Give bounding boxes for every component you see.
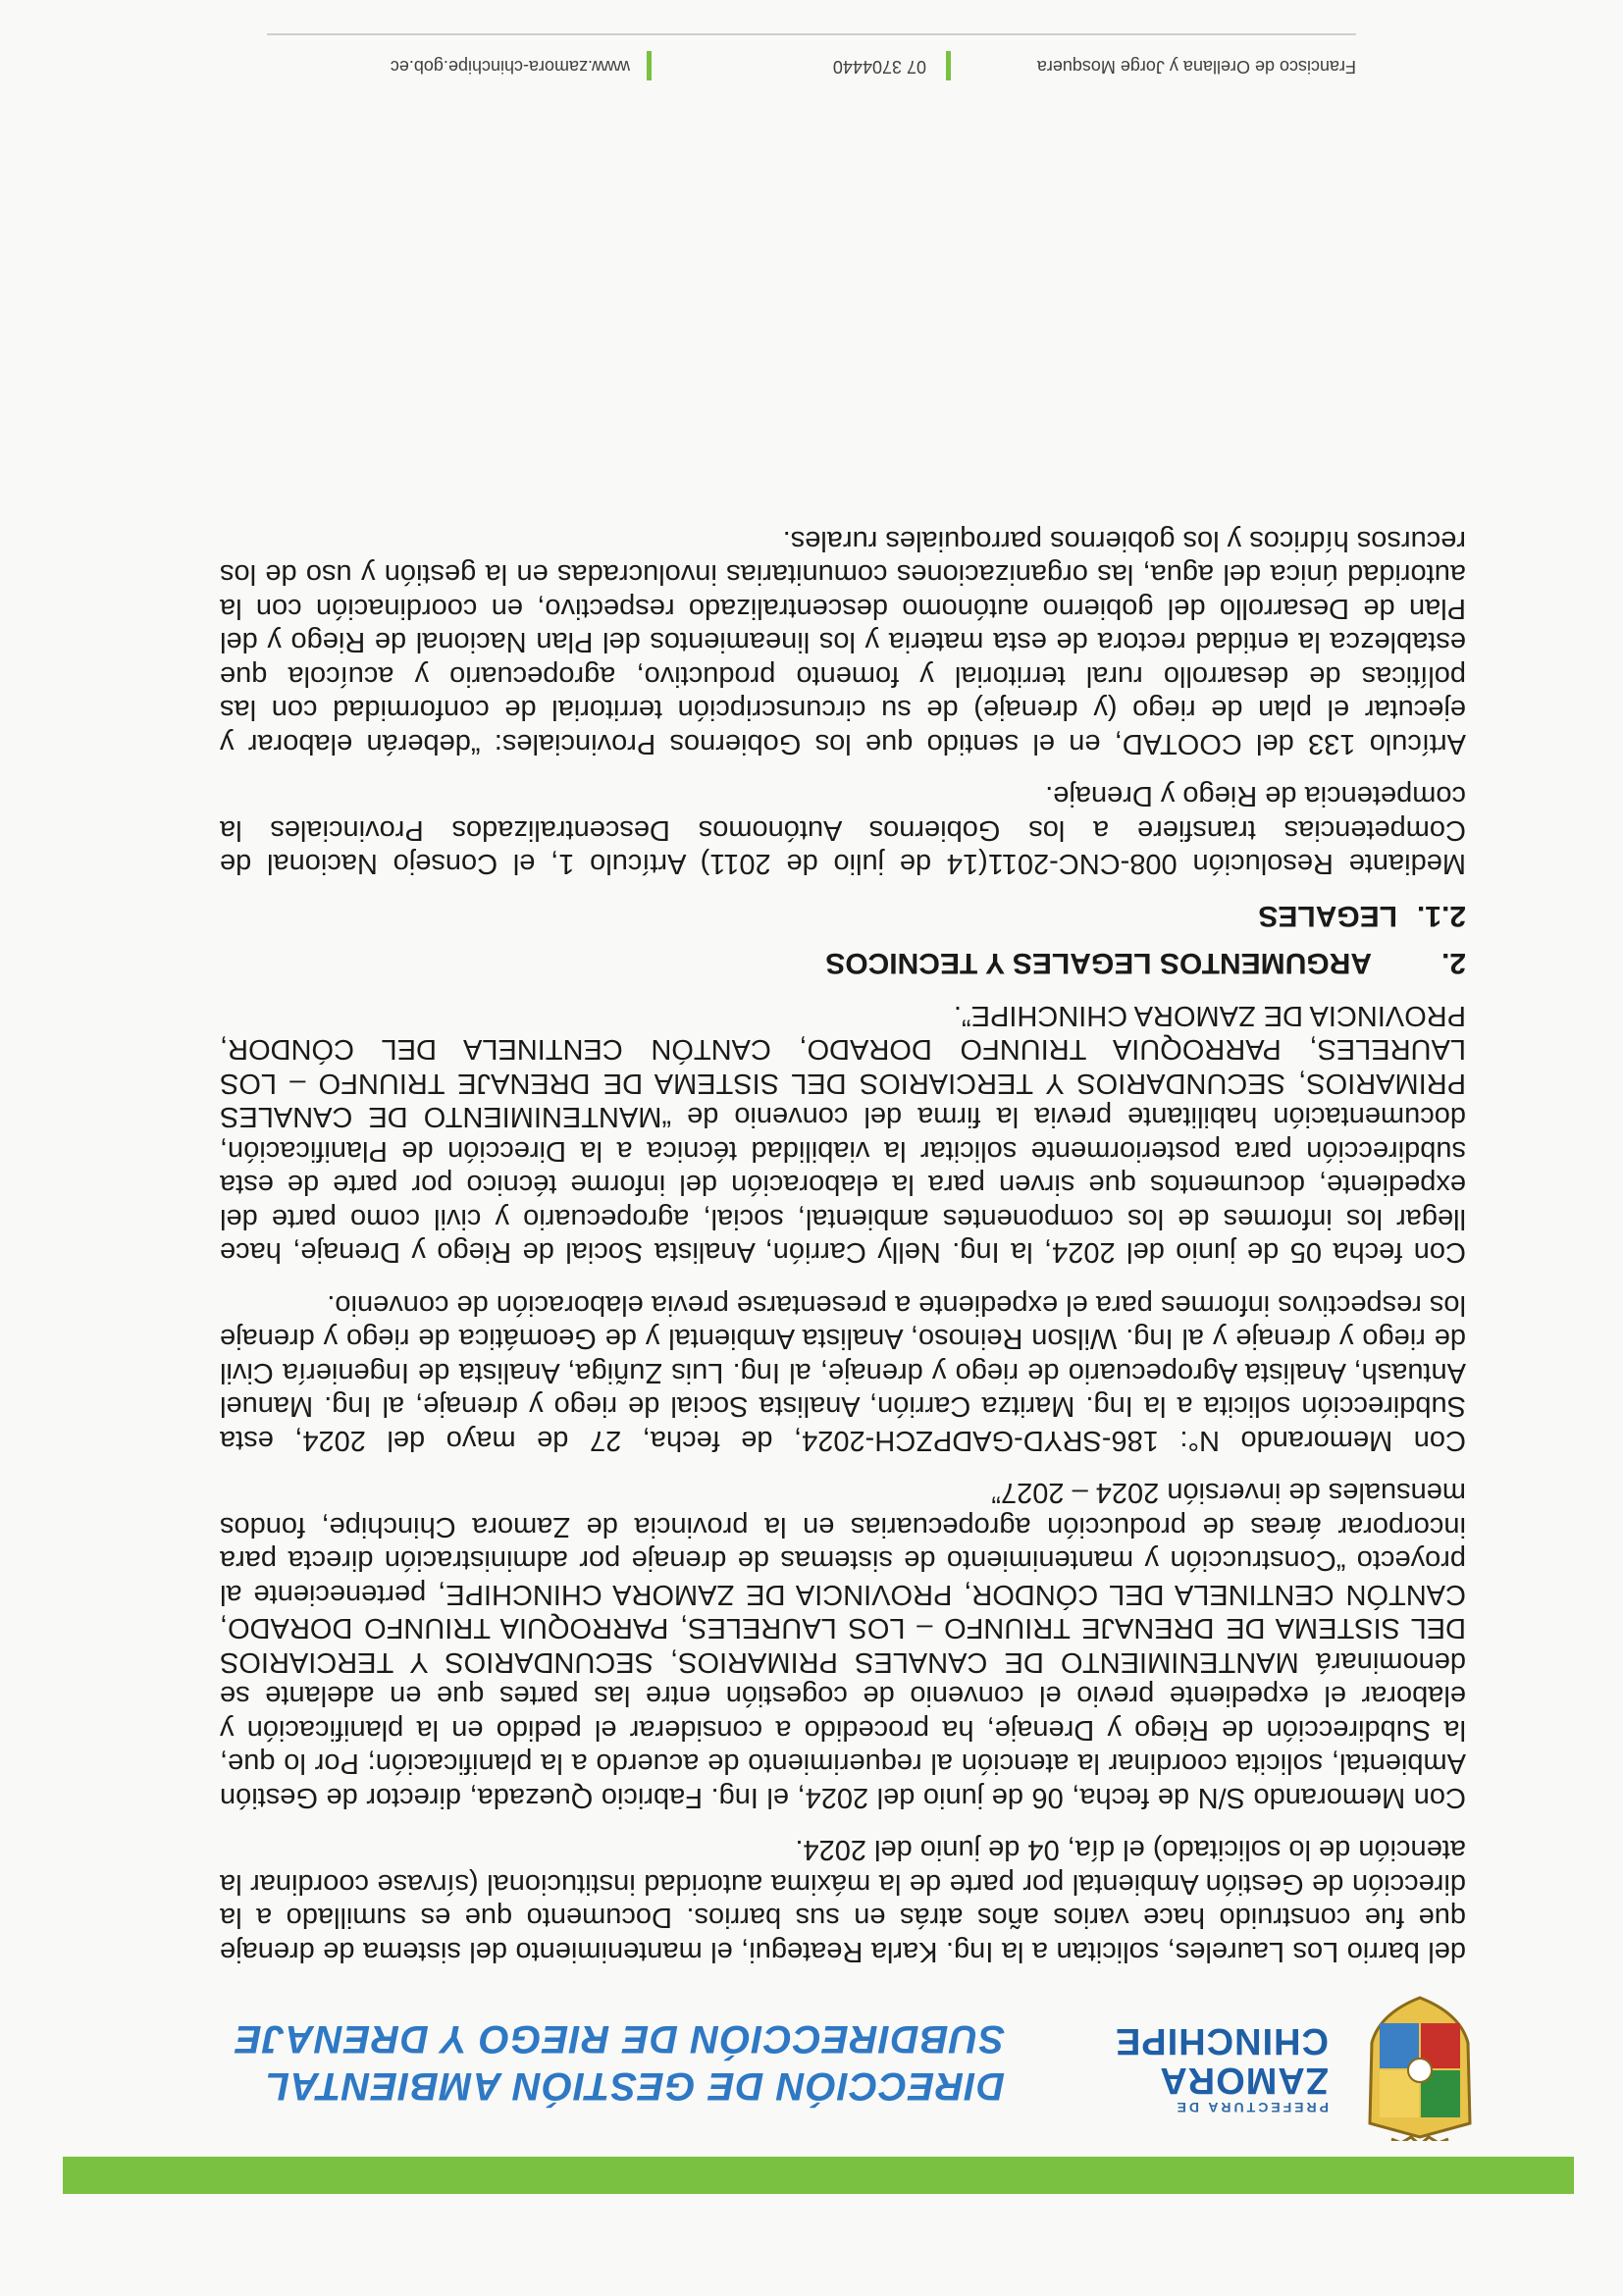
brand-wordmark xyxy=(1103,2021,1329,2115)
brand-name-line1: ZAMORA xyxy=(1159,2060,1329,2101)
department-line1: DIRECCIÓN DE GESTIÓN AMBIENTAL xyxy=(264,2064,1005,2108)
paragraph-4-text: Con fecha 05 de junio del 2024, la Ing. Nelly Carrión, Analista Social de Riego y Drenaje, hace llegar los informes de los componentes ambiental, social, agropecuario y civil como parte del expediente, documentos que sirven para la elaboración del informe técnico por parte de esta subdirección para posteriormente solicitar la viabilidad técnica a la Dirección de Planificación, documentación habilitante previa la firma del convenio de xyxy=(220,1101,1466,1269)
project-title: MANTENIMIENTO DE CANALES PRIMARIOS, SECUNDARIOS Y TERCIARIOS DEL SISTEMA DE DRENAJE TRIUNFO – LOS LAURELES, PARROQUIA TRIUNFO DORADO, CANTÓN CENTINELA DEL CÓNDOR, PROVINCIA DE ZAMORA CHINCHIPE, xyxy=(220,1579,1466,1678)
top-accent-bar xyxy=(63,2157,1574,2194)
subsection-heading-2-1 xyxy=(220,899,1466,933)
document-body xyxy=(220,505,1466,1969)
footer-address: Francisco de Orellana y Jorge Mosquera xyxy=(1036,57,1356,77)
section-heading-2 xyxy=(220,946,1466,980)
brand-name-line2: CHINCHIPE xyxy=(1114,2020,1329,2061)
section-number: 2. xyxy=(1440,947,1466,980)
subsection-number: 2.1. xyxy=(1416,900,1466,932)
footer-rule xyxy=(267,33,1356,35)
agreement-title: “MANTENIMIENTO DE CANALES PRIMARIOS, SECUNDARIOS Y TERCIARIOS DEL SISTEMA DE DRENAJE TRIUNFO – LOS LAURELES, PARROQUIA TRIUNFO DORADO, CANTÓN CENTINELA DEL CÓNDOR, PROVINCIA DE ZAMORA CHINCHIPE”. xyxy=(220,1000,1466,1133)
paragraph-2-tail: perteneciente al proyecto “Construcción y mantenimiento de sistemas de drenaje por administración directa para incorporar áreas de producción agropecuarias en la provincia de Zamora Chinchipe, fondos mensuales de inversión 2024 – 2027” xyxy=(220,1477,1466,1610)
provincial-crest-icon xyxy=(1362,1994,1478,2141)
subsection-title: LEGALES xyxy=(1258,900,1397,932)
footer-separator xyxy=(946,51,951,80)
department-line2: SUBDIRECCIÓN DE RIEGO Y DRENAJE xyxy=(234,2017,1005,2061)
footer-phone: 07 3704440 xyxy=(832,57,926,77)
paragraph-6: Artículo 133 del COOTAD, en el sentido que los Gobiernos Provinciales: “deberán elaborar y ejecutar el plan de riego (y drenaje) de su circunscripción territorial de conformidad con las políticas de desarrollo rural territorial y fomento productivo, agropecuario y acuícola que establezca la entidad rectora de esta materia y los lineamientos del Plan Nacional de Riego y del Plan de Desarrollo del gobierno autónomo descentralizado respectivo, en coordinación con la autoridad única del agua, las organizaciones comunitarias involucradas en la gestión y uso de los recursos hídricos y los gobiernos parroquiales rurales. xyxy=(220,525,1466,759)
paragraph-2-intro: Con Memorando S/N de fecha, 06 de junio del 2024, el Ing. Fabricio Quezada, director de Gestión Ambiental, solicita coordinar la atención al requerimiento de acuerdo a la planificación; Por lo que, la Subdirección de Riego y Drenaje, ha procedido a considerar el pedido en la planificación y elaborar el expediente previo el convenio de cogestión entre las partes que en adelante se denominará xyxy=(220,1646,1466,1813)
footer-website: www.zamora-chinchipe.gob.ec xyxy=(390,57,630,77)
paragraph-1: del barrio Los Laureles, solicitan a la Ing. Karla Reategui, el mantenimiento del sistema de drenaje que fue construido hace varios años atrás en sus barrios. Documento que es sumillado a la dirección de Gestión Ambiental por parte de la máxima autoridad institucional (sírvase coordinar la atención de lo solicitado) el día, 04 de junio del 2024. xyxy=(220,1834,1466,1967)
paragraph-4 xyxy=(220,999,1466,1270)
paragraph-5: Mediante Resolución 008-CNC-2011(14 de julio de 2011) Artículo 1, el Consejo Nacional de Competencias transfiere a los Gobiernos Autónomos Descentralizados Provinciales la competencia de Riego y Drenaje. xyxy=(220,780,1466,880)
department-title xyxy=(220,2015,1005,2110)
paragraph-3: Con Memorando N°: 186-SRYD-GADPZCH-2024, de fecha, 27 de mayo del 2024, esta Subdirección solicita a la Ing. Maritza Carrión, Analista Social de riego y drenaje, al Ing. Manuel Antuash, Analista Agropecuario de riego y drenaje, al Ing. Luis Zuñiga, Analista de Ingeniería Civil de riego y drenaje y al Ing. Wilson Reinoso, Analista Ambiental y de Geomática de riego y drenaje los respectivos informes para el expediente a presentarse previa elaboración de convenio. xyxy=(220,1289,1466,1456)
letterhead xyxy=(0,1984,1623,2151)
brand-prefix: PREFECTURA DE xyxy=(1174,2100,1329,2115)
page-footer xyxy=(0,39,1623,88)
section-title: ARGUMENTOS LEGALES Y TECNICOS xyxy=(825,947,1372,980)
paragraph-2 xyxy=(220,1476,1466,1814)
footer-separator xyxy=(647,51,652,80)
